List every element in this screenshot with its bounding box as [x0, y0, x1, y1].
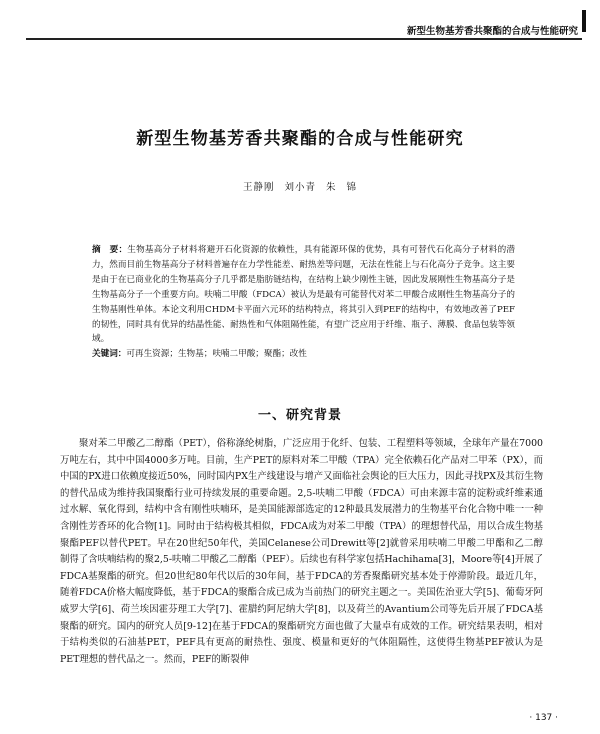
keywords-label: 关键词：	[92, 349, 127, 360]
header-rule	[26, 38, 582, 40]
page-number: · 137 ·	[529, 713, 558, 723]
authors: 王静刚 刘小青 朱 锦	[242, 182, 358, 193]
abstract-paragraph	[92, 243, 515, 347]
abstract-label: 摘 要：	[92, 245, 128, 255]
abstract-text: 生物基高分子材料将避开石化资源的依赖性，具有能源环保的优势，具有可替代石化高分子材料的潜力，然而目前生物基高分子材料普遍存在力学性能差、耐热差等问题，无法在性能上与石化高分子竞争。这主要是由于在已商业化的生物基高分子几乎都是脂肪链结构，在结构上缺少刚性主链，因此发展刚性生物基高分子是生物基高分子一个重要方向。呋喃二甲酸（FDCA）被认为是最有可能替代对苯二甲酸合成刚性生物基高分子的生物基刚性单体。本论文利用CHDM卡平面六元环的结构特点，将其引入到PEF的结构中，有效地改善了PEF的韧性，同时具有优异的结晶性能、耐热性和气体阻隔性能，有望广泛应用于纤维、瓶子、薄膜、食品包装等领域。	[92, 245, 515, 345]
body-paragraph: 聚对苯二甲酸乙二醇酯（PET），俗称涤纶树脂，广泛应用于化纤、包装、工程塑料等领域，全球年产量在7000万吨左右，其中中国4000多万吨。目前，生产PET的原料对苯二甲酸（TPA）完全依赖石化产品对二甲苯（PX），而中国的PX进口依赖度接近50%，同时国内PX生产线建设与增产又面临社会舆论的巨大压力，因此寻找PX及其衍生物的替代品成为维持我国聚酯行业可持续发展的重要命题。2,5-呋喃二甲酸（FDCA）可由来源丰富的淀粉或纤维素通过水解、氧化得到，结构中含有刚性呋喃环，是美国能源部选定的12种最具发展潜力的生物基平台化合物中唯一一种含刚性芳香环的化合物[1]。同时由于结构极其相似，FDCA成为对苯二甲酸（TPA）的理想替代品，用以合成生物基聚酯PEF以替代PET。早在20世纪50年代，美国Celanese公司Drewitt等[2]就曾采用呋喃二甲酸二甲酯和乙二醇制得了含呋喃结构的聚2,5-呋喃二甲酸乙二醇酯（PEF）。后续也有科学家包括Hachihama[3]，Moore等[4]开展了FDCA基聚酯的研究。但20世纪80年代以后的30年间，基于FDCA的芳香聚酯研究基本处于停滞阶段。最近几年，随着FDCA价格大幅度降低，基于FDCA的聚酯合成已成为当前热门的研究主题之一。美国佐治亚大学[5]、葡萄牙阿威罗大学[6]、荷兰埃因霍芬理工大学[7]、霍腊约阿尼纳大学[8]，以及荷兰的Avantium公司等先后开展了FDCA基聚酯的研究。国内的研究人员[9-12]在基于FDCA的聚酯研究方面也做了大量卓有成效的工作。研究结果表明，相对于结构类似的石油基PET，PEF具有更高的耐热性、强度、模量和更好的气体阻隔性，这使得生物基PEF被认为是PET理想的替代品之一。然而，PEF的断裂伸	[60, 438, 543, 665]
keywords	[92, 347, 515, 362]
keywords-text: 可再生资源；生物基；呋喃二甲酸；聚酯；改性	[126, 349, 307, 360]
section-heading: 一、研究背景	[257, 408, 342, 423]
header-mark	[582, 10, 586, 32]
running-header: 新型生物基芳香共聚酯的合成与性能研究	[406, 26, 578, 37]
body-text	[60, 436, 543, 668]
article-title: 新型生物基芳香共聚酯的合成与性能研究	[136, 129, 464, 149]
abstract	[92, 243, 515, 362]
